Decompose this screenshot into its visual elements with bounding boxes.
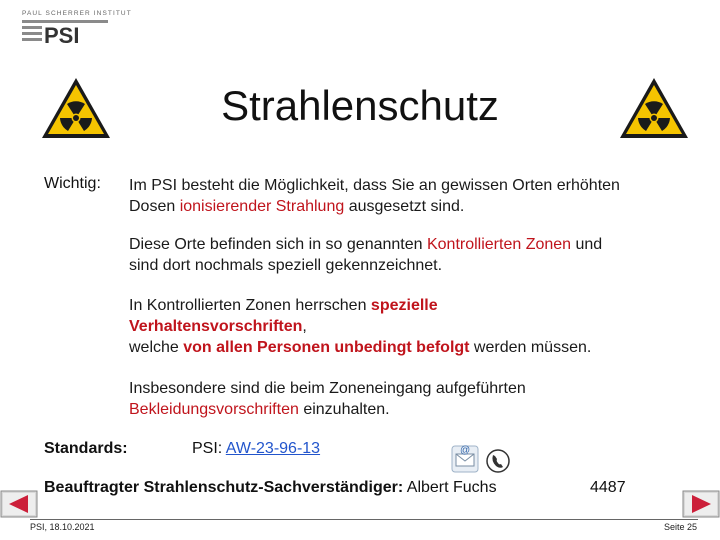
p3-text-c: welche xyxy=(129,339,184,356)
standards-label: Standards: xyxy=(44,440,128,457)
p1-highlight: ionisierender Strahlung xyxy=(179,198,345,215)
p3-highlight-1: spezielle xyxy=(370,297,438,314)
p2-text-c: sind dort nochmals speziell gekennzeichnet. xyxy=(129,257,443,274)
page-title: Strahlenschutz xyxy=(221,82,499,129)
svg-text:@: @ xyxy=(460,445,471,456)
footer-date: PSI, 18.10.2021 xyxy=(30,522,95,532)
logo-mark-text: PSI xyxy=(44,23,80,45)
next-slide-button[interactable] xyxy=(682,490,720,518)
p1-text-c: ausgesetzt sind. xyxy=(344,198,465,215)
psi-logo-mark xyxy=(22,19,108,45)
phone-icon[interactable] xyxy=(487,450,509,472)
paragraph-4 xyxy=(129,378,526,420)
p1-text-a: Im PSI besteht die Möglichkeit, dass Sie an gewissen Orten erhöhten xyxy=(129,177,620,194)
footer-divider xyxy=(30,519,698,520)
p1-text-b: Dosen xyxy=(129,198,180,215)
footer-page-number: Seite 25 xyxy=(664,522,698,532)
p4-text-a: Insbesondere sind die beim Zoneneingang aufgeführten xyxy=(129,380,526,397)
logo-institute-text: PAUL SCHERRER INSTITUT xyxy=(22,10,132,17)
standards-prefix: PSI: xyxy=(192,440,223,457)
paragraph-3 xyxy=(129,295,591,358)
p2-text-b: und xyxy=(571,236,603,253)
contact-phone: 4487 xyxy=(590,479,626,496)
contact-icons xyxy=(450,442,514,478)
p3-text-d: werden müssen. xyxy=(469,339,592,356)
standards-value xyxy=(192,440,320,458)
paragraph-1 xyxy=(129,175,620,217)
paragraph-2 xyxy=(129,234,602,276)
p3-highlight-2: Verhaltensvorschriften xyxy=(129,318,303,335)
previous-slide-button[interactable] xyxy=(0,490,38,518)
p3-highlight-3: von allen Personen unbedingt befolgt xyxy=(183,339,470,356)
p4-highlight: Bekleidungsvorschriften xyxy=(129,401,299,418)
p2-highlight: Kontrollierten Zonen xyxy=(426,236,572,253)
wichtig-label: Wichtig: xyxy=(44,175,101,192)
email-icon[interactable] xyxy=(452,445,478,472)
contact-name: Albert Fuchs xyxy=(406,479,497,496)
p4-text-b: einzuhalten. xyxy=(298,401,390,418)
psi-logo xyxy=(22,10,132,46)
contact-line xyxy=(44,479,497,497)
p2-text-a: Diese Orte befinden sich in so genannten xyxy=(129,236,427,253)
standards-link[interactable]: AW-23-96-13 xyxy=(225,440,321,457)
p3-text-a: In Kontrollierten Zonen herrschen xyxy=(129,297,371,314)
p3-text-b: , xyxy=(302,318,307,335)
contact-label: Beauftragter Strahlenschutz-Sachverständiger: xyxy=(44,479,404,496)
